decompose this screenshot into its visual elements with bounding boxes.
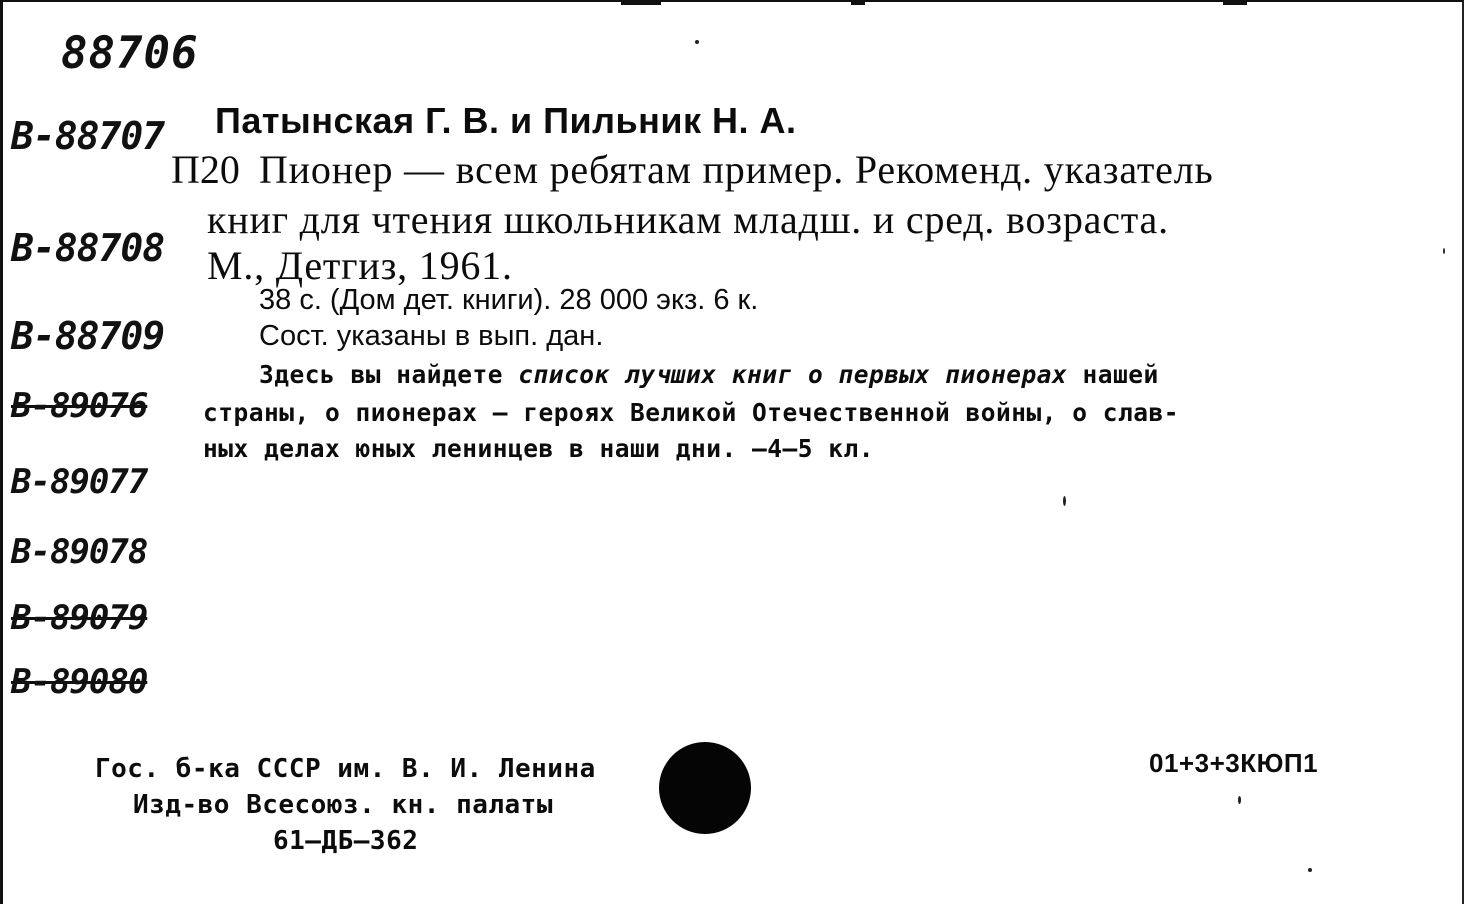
- annotation-emphasis: список лучших книг о первых пионерах: [518, 360, 1068, 389]
- title-line: Пионер — всем ребятам пример. Рекоменд. указатель: [259, 147, 1214, 192]
- speck: [1443, 248, 1445, 254]
- title-line: книг для чтения школьникам младш. и сред. возраста.: [207, 197, 1169, 242]
- speck: [695, 40, 699, 44]
- annotation-line: ных делах юных ленинцев в наши дни. —4—5 кл.: [203, 434, 875, 463]
- physical-description: 38 с. (Дом дет. книги). 28 000 экз. 6 к.: [259, 284, 759, 316]
- handwritten-number-struck: В-89080: [11, 662, 148, 702]
- handwritten-number: В-89077: [11, 462, 148, 502]
- handwritten-number-struck: В-89076: [11, 386, 148, 426]
- annotation-text: Здесь вы найдете: [259, 360, 519, 389]
- card-edge-mark: [1223, 2, 1247, 5]
- call-number: П20: [171, 147, 240, 192]
- punch-hole: [659, 742, 751, 834]
- card-edge-mark: [621, 2, 661, 5]
- annotation-text: нашей: [1067, 360, 1159, 389]
- handwritten-number: В-89078: [11, 532, 148, 572]
- handwritten-number: В-88707: [11, 114, 165, 158]
- handwritten-number: 88706: [61, 28, 199, 79]
- annotation-line: страны, о пионерах — героях Великой Отечественной войны, о слав-: [203, 398, 1180, 427]
- card-edge-mark: [851, 2, 865, 5]
- handwritten-number-struck: В-89079: [11, 598, 148, 638]
- author-heading: Патынская Г. В. и Пильник Н. А.: [215, 100, 797, 141]
- card-number: 61—ДБ—362: [273, 826, 419, 856]
- handwritten-number: В-88708: [11, 226, 165, 270]
- publisher-name: Изд-во Всесоюз. кн. палаты: [133, 790, 553, 820]
- compiler-note: Сост. указаны в вып. дан.: [259, 320, 604, 352]
- speck: [1308, 868, 1312, 872]
- speck: [1238, 796, 1241, 804]
- library-name: Гос. б-ка СССР им. В. И. Ленина: [95, 754, 596, 784]
- classification-code: 01+3+3КЮП1: [1149, 748, 1319, 778]
- speck: [1063, 496, 1066, 506]
- handwritten-number: В-88709: [11, 314, 165, 358]
- annotation-line: [259, 360, 1159, 389]
- title-line: М., Детгиз, 1961.: [207, 243, 513, 288]
